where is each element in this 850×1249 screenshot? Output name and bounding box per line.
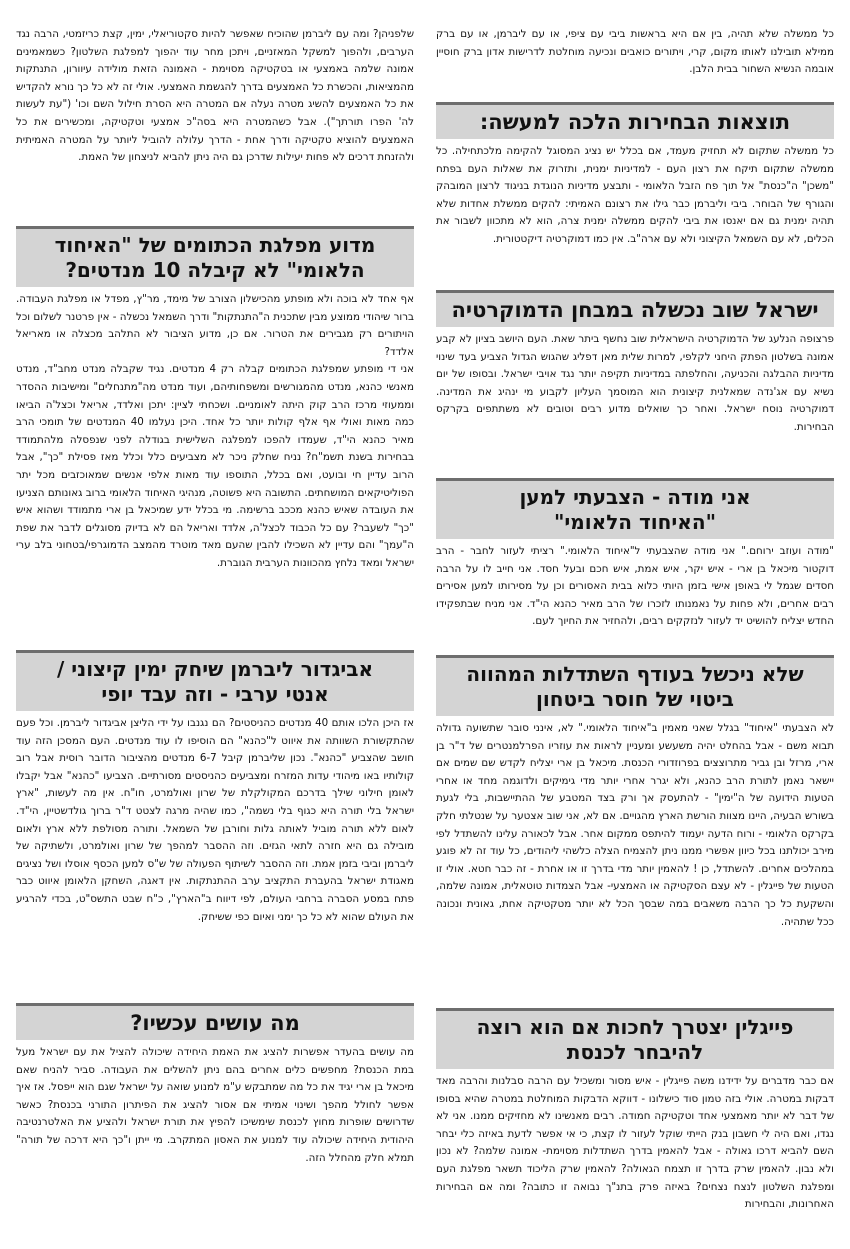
headline-line: מה עושים עכשיו? xyxy=(130,1011,300,1035)
article-paragraph: אף אחד לא בוכה ולא מופתע מהכישלון הצורב של מימד, מר"ץ, מפדל או מפלגת העבודה. ברור שיהודי ממוצע מבין שתכנית ה"התנתקות" ודרך השמאל נכשלה - אין פרטנר לשלום וכל הויתורים רק מגבירים את הטרור. אם כן, מדוע הציבור לא התלהב מכצלה או מאריאל אלדד? אני די מופתע שמפלגת הכתומים קבלה רק 4 מנדטים. נגיד שקבלה מנדט מחב"ד, מנדט מאנשי כהנא, מנדט מהמגורשים ומשפחותיהם, ועוד מנדט מה"מתנחלים" ומישיבות ההסדר וממעוזי מרכז הרב קוק היתה לאומניים. ושכחתי לציין: יתכן ואלדד, אריאל וכצל'ה הביאו כמה מאות ואולי אף אלף קולות יותר כל אחד. היכן נעלמו 40 המנדטים של תומכי הרב מאיר כהנא הי"ד, שעמדו להפכו למפלגה השלישית בגודלה לפני שנפסלה מלהתמודד בבחירות בשנת תשמ"ח? נניח שחלק ניכר לא מצביעים כלל וכלל מאז פסילת "כך", אבל הרוב עדיין חי ובועט, ואם בכלל, התוספו עוד מאות אלפי אנשים שמאוכזבים מכל יתר הפוליטיקאים המושחתים. התשובה היא פשוטה, מנהיגי האיחוד הלאומי ברוב גאונותם הצניעו את העובדה שאיש כהנא מככב ברשימה. מי בכלל ידע שמיכאל בן ארי מתמודד ושהוא איש "כך" לשעבר? עם כל הכבוד לכצל'ה, אלדד ואריאל הם לא בדיוק מסוגלים לדבר את שפת ה"עמך" והם עדיין לא השכילו להבין שהעם מאד מוטרד מהמצב הדמוגרפי/בטחוני בלב ערי ישראל ומאד נלחץ מהכוונות הערבית הגוברת. xyxy=(16,293,414,569)
article-paragraph: אם כבר מדברים על ידידנו משה פייגלין - איש מסור ומשכיל עם הרבה סבלנות והרבה מאד דבקות במטרה. אולי בזה טמון סוד כישלונו - דווקא הדבקות המוחלטת במטרה שהיא בסופו של דבר לא יותר מאמצעי אחד וטקטיקה חמודה. רבים מאנשינו לא מחזיקים ממנו. אני לא נגדו, ואם היה לי חשבון בנק הייתי שוקל לעזור לו קצת, כי אי אפשר לדעת באיזה כלי יבחר השם להביא דרכו גאולה - אבל להאמין בדרך השתדלות מסוימת- אמונה שלמה? לא נכון ולא נבון. להאמין שרק בדרך זו תצמח הגאולה? להאמין שרק הליכוד תשאר מפלגת העם ומפלגת השלטון לנצח נצחים? באיזה פרק בתנ"ך נבואה זו כתובה? ומה אם הבחירות האחרונות, והבחירות xyxy=(436,1075,834,1211)
intro-paragraph: כל ממשלה שלא תהיה, בין אם היא בראשות ביבי עם ציפי, או עם ליברמן, או עם ברק ממילא תובילנו לאותו מקום, קרי, ויתורים כואבים ונכיעה מוחלטת לדרישות אדון ברק חוסיין אובמה הנשיא השחור בבית הלבן. xyxy=(436,28,834,76)
headline-line: אביגדור ליברמן שיחק ימין קיצוני / xyxy=(56,657,374,681)
headline-line: תוצאות הבחירות הלכה למעשה: xyxy=(479,110,791,134)
article-paragraph: פרצופה הנלעג של הדמוקרטיה הישראלית שוב נחשף ביתר שאת. העם היושב בציון לא קבע אמונה בשלטון הפתק היחני לקלפי, למרות שלית מאן דפליג שהגוש הגדול הצביע בעד שינוי מדיניות ההבלגה והכניעה, והחלפתה במדיניות תקיפה יותר נגד אויבי ישראל. ובסופו של יום נשיא עם אג'נדה שמאלנית קיצונית הוא המוסמך העליון לקבוע מי ינהיג את המדינה. דמוקרטיה נוסח ישראל. ואחר כך שואלים מדוע רבים וטובים לא משתתפים בקרקס הבחירות. xyxy=(436,333,834,433)
headline-election-results xyxy=(436,102,834,139)
headline-what-now xyxy=(16,1003,414,1040)
headline-line: אני מודה - הצבעתי למען xyxy=(519,485,751,509)
article-paragraph: לא הצבעתי "איחוד" בגלל שאני מאמין ב"איחוד הלאומי." לא, אינני סובר שתשועה גדולה תבוא משם - אבל בהחלט יהיה משעשע ומעניין לראות את עוזריו הפרלמנטרים של ד"ר בן ארי, מרזל ובן גביר מתרוצצים בפרוזדורי הכנסת. מיכאל בן ארי יצליח לקדש שם שמים אם יישאר נאמן לתורת הרב כהנא, ולא יגרר אחרי יותר מדי גימיקים ולדוגמה מחד או אחרי הטעות הידועה של ה"ימין" - להתעסק אך ורק בצד המטבע של ההתיישבות, בלי לגעת בשורש הבעיה, היינו מצוות הורשת הארץ מהגויים. אם לא, אני שוב אצטער על שנטלתי חלק בקרקס הלאומי - ורוח הדעה יעמוד להיתפס ממקום אחר. אבל לכאורה עלינו להשתדל לפי מירב יכולתנו בכל כיוון אפשרי ממנו ניתן להצמיח הצלה כלשהי ליהודים, כל עוד זה לא פוגע במהלכים אחרים. להשתדל, כן ! להאמין יותר מדי בדרך זו או אחרת - זה כבר חטא. אולי זו הטעות של פייגלין - לא עצם הסקטיקה או האמצעי- אבל הצמדות טוטאלית, אמונה שלמה, והשקעת כל כך הרבה משאבים במה שבסך הכל לא יותר מטקטיקה אחת, גאונית ונכונה ככל שתהיה. xyxy=(436,722,834,928)
continued-paragraph: שלפניהן? ומה עם ליברמן שהוכיח שאפשר להיות סקטוריאלי, ימין, קצת כריזמטי, הרבה נגד הערבים, ולהפוך למשקל המאזניים, ויתכן מחר עוד יהפוך למפלגת השלטון? כשמאמינים אמונה שלמה באמצעי או בטקטיקה מסוימת - האמונה הזאת מולידה עיוורון, התנתקות מהמציאות, והכשרת כל האמצעים בדרך להגשמת האמצעי. אולי זה לא כל כך נורא להקדיש את כל האמצעים להשיג מטרה נעלה אם המטרה היא הסרת חילול השם וכו' ("עת לעשות לה' הפרו תורתך"). אבל כשהמטרה היא בסה"כ אמצעי וטקטיקה, ומכשירים את כל האמצעים להוציא טקטיקה ודרך אחת - הדרך עלולה להוביל ליותר על המטרה האמיתית ולהזנחת דרכים לא פחות יעילות שדרכן גם היה ניתן להביא לניצחון של האמת. xyxy=(16,28,414,164)
headline-line: הלאומי" לא קיבלה 10 מנדטים? xyxy=(65,258,365,282)
headline-line: ישראל שוב נכשלה במבחן הדמוקרטיה xyxy=(451,298,819,322)
headline-i-admit-voting xyxy=(436,478,834,539)
headline-feiglin-wait xyxy=(436,1008,834,1069)
headline-line: פייגלין יצטרך לחכות אם הוא רוצה xyxy=(476,1015,794,1039)
headline-line: להיבחר לכנסת xyxy=(566,1040,704,1064)
headline-democracy-failed xyxy=(436,290,834,327)
right-column xyxy=(436,26,834,1249)
headline-line: שלא ניכשל בעודף השתדלות המהווה xyxy=(466,662,804,686)
article-paragraph: מה עושים בהעדר אפשרות להציג את האמת היחידה שיכולה להציל את עם ישראל מעל במת הכנסת? מחפשים כלים אחרים בהם ניתן להשלים את העבודה. סביר להניח שאם מיכאל בן ארי יגיד את כל מה שמתבקש ע"מ למנוע שואה על ישראל שגם הוא ייפסל. אז איך אפשר לחולל מהפך ושינוי אמיתי אם אסור להציג את הפיתרון התורני בכנסת? כאשר שדרושים שופרות מחוץ לכנסת שימשיכו להפיץ את תורת ישראל ולהציע את האלטרנטיבה היהודית היחידה שיכולה עוד למנוע את האסון המתקרב. מי ייתן ו"כך היא דרכה של תורה" תמלא חלק מהחלל הזה. xyxy=(16,1046,414,1164)
left-column xyxy=(16,26,414,1204)
headline-line: ביטוי של חוסר ביטחון xyxy=(536,687,734,711)
article-paragraph: כל ממשלה שתקום לא תחזיק מעמד, אם בכלל יש נציג המסוגל להקימה מלכתחילה. כל ממשלה שתקום תיקח את רצון העם - למדיניות ימנית, ותזרוק את שאלות העם בפתח "משכן" ה"כנסת" אל תוך פח הזבל הלאומי - ותבצע מדיניות הנוגדת בניגוד לרצון המובהק והגורף של הבוחר. ביבי וליברמן כבר גילו את רצונם האמיתי: להקים ממשלת אחדות שלא תהיה ימנית גם אם יאנסו את ביבי להקים ממשלה ימנית צרה, הוא לא מתכוון לשבור את הכלים, לא עם השמאל הקיצוני ולא עם ארה"ב. אין כמו דמוקרטיה דיקטטורית. xyxy=(436,145,834,245)
headline-line: "האיחוד הלאומי" xyxy=(554,510,716,534)
article-paragraph: "מודה ועוזב ירוחם." אני מודה שהצבעתי ל"איחוד הלאומי." רציתי לעזור לחבר - הרב דוקטור מיכאל בן ארי - איש יקר, איש אמת, איש חכם ובעל חסד. אני חייב לו על הרבה חסדים שגמל לי באופן אישי בזמן היותי כלוא בבית האסורים וכן על מסירותו למען אסירים רבים אחרים, ולא פחות על נאמנותו לזכרו של הרב מאיר כהנא הי"ד. אני מניח שבתפקידו החדש יצליח להושיט יד לעזור לנזקקים רבים, ולהחזיר את החיוך לעם. xyxy=(436,545,834,628)
headline-why-orange-party xyxy=(16,226,414,287)
headline-line: אנטי ערבי - וזה עבד יופי xyxy=(101,682,329,706)
article-paragraph: אז היכן הלכו אותם 40 מנדטים כהניסטים? הם נגנבו על ידי הליצן אביגדור ליברמן. וכל פעם שהתקשורת השוותה את איווט ל"כהנא" הם הוסיפו לו עוד מנדטים. העם המסכן הזה עוד חושב שהצביע "כהנא". נכון שליברמן קיבל 6-7 מנדטים מהציבור הדובר רוסית אבל רוב קולותיו באו מיהודי עדות המזרח ומצביעים כהניסטים מסורתיים. הצביעו "כהנא" אבל יקבלו לאומן חילוני שילך בדרכם המקולקלת של שרון ואולמרט, חו"ח. אין מה לעשות, "ארץ ישראל בלי תורה היא כגוף בלי נשמה", כמו שהיה מרגה לצטט ד"ר ברוך גולדשטיין, הי"ד. לאום ללא תורה מוביל לאותה גלות וחורבן של השמאל. ותורה מסולפת ללא ארץ ולאום מובילה גם היא חזרה לתאי הגזים. וזה ההסבר למהפך של שרון ואולמרט, ולשתיקה של ליברמן וביבי בזמן אמת. וזה ההסבר לשיתוף הפעולה של ש"ס למען הכסף אוסלו ושל נציגים מאגודת ישראל בהעברת התקציב ערב ההתנתקות. אין דאגה, השחקן הלאומן איווט כבר פתח במסע הסברה ברחבי העולם, לפי דיווח ב"הארץ", כ"ח שבט התשס"ט, בכדי להרגיע את העולם שהוא לא כל כך ימני ואיום כפי ששיחק. xyxy=(16,717,414,923)
headline-liberman xyxy=(16,650,414,711)
headline-line: מדוע מפלגת הכתומים של "האיחוד xyxy=(54,233,376,257)
headline-excess-effort xyxy=(436,655,834,716)
